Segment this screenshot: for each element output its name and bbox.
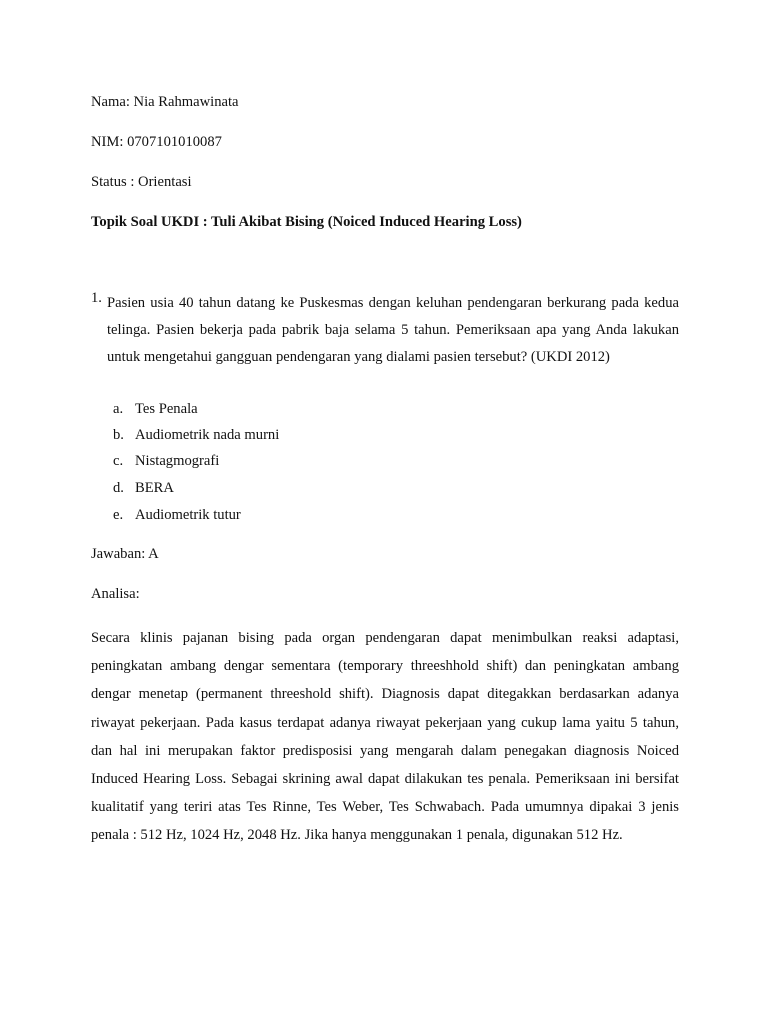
option-c-text: Nistagmografi [135, 453, 220, 469]
option-a-letter: a. [113, 401, 124, 417]
analysis-paragraph: Secara klinis pajanan bising pada organ pendengaran dapat menimbulkan reaksi adaptasi, peningkatan ambang dengar sementara (temporary threeshhold shift) dan peningkatan ambang dengar menetap (permanent threeshold shift). Diagnosis dapat ditegakkan berdasarkan adanya riwayat pekerjaan. Pada kasus terdapat adanya riwayat pekerjaan yang cukup lama yaitu 5 tahun, dan hal ini merupakan faktor predisposisi yang mengarah dalam penegakan diagnosis Noiced Induced Hearing Loss. Sebagai skrining awal dapat dilakukan tes penala. Pemeriksaan ini bersifat kualitatif yang teriri atas Tes Rinne, Tes Weber, Tes Schwabach. Pada umumnya dipakai 3 jenis penala : 512 Hz, 1024 Hz, 2048 Hz. Jika hanya menggunakan 1 penala, digunakan 512 Hz. [91, 630, 679, 844]
student-name: Nama: Nia Rahmawinata [91, 94, 239, 110]
option-d-text: BERA [135, 480, 174, 496]
student-nim: NIM: 0707101010087 [91, 134, 222, 150]
option-b-letter: b. [113, 427, 124, 443]
answer-line: Jawaban: A [91, 546, 159, 562]
option-a-text: Tes Penala [135, 401, 198, 417]
topic-title: Topik Soal UKDI : Tuli Akibat Bising (Noiced Induced Hearing Loss) [91, 214, 522, 230]
analysis-heading: Analisa: [91, 586, 140, 602]
option-e-letter: e. [113, 507, 124, 523]
option-c-letter: c. [113, 453, 124, 469]
option-e-text: Audiometrik tutur [135, 507, 241, 523]
student-status: Status : Orientasi [91, 174, 192, 190]
option-d-letter: d. [113, 480, 124, 496]
question-text: Pasien usia 40 tahun datang ke Puskesmas dengan keluhan pendengaran berkurang pada kedua telinga. Pasien bekerja pada pabrik baja selama 5 tahun. Pemeriksaan apa yang Anda lakukan untuk mengetahui gangguan pendengaran yang dialami pasien tersebut? (UKDI 2012) [107, 295, 679, 365]
question-number: 1. [91, 290, 102, 306]
option-b-text: Audiometrik nada murni [135, 427, 280, 443]
